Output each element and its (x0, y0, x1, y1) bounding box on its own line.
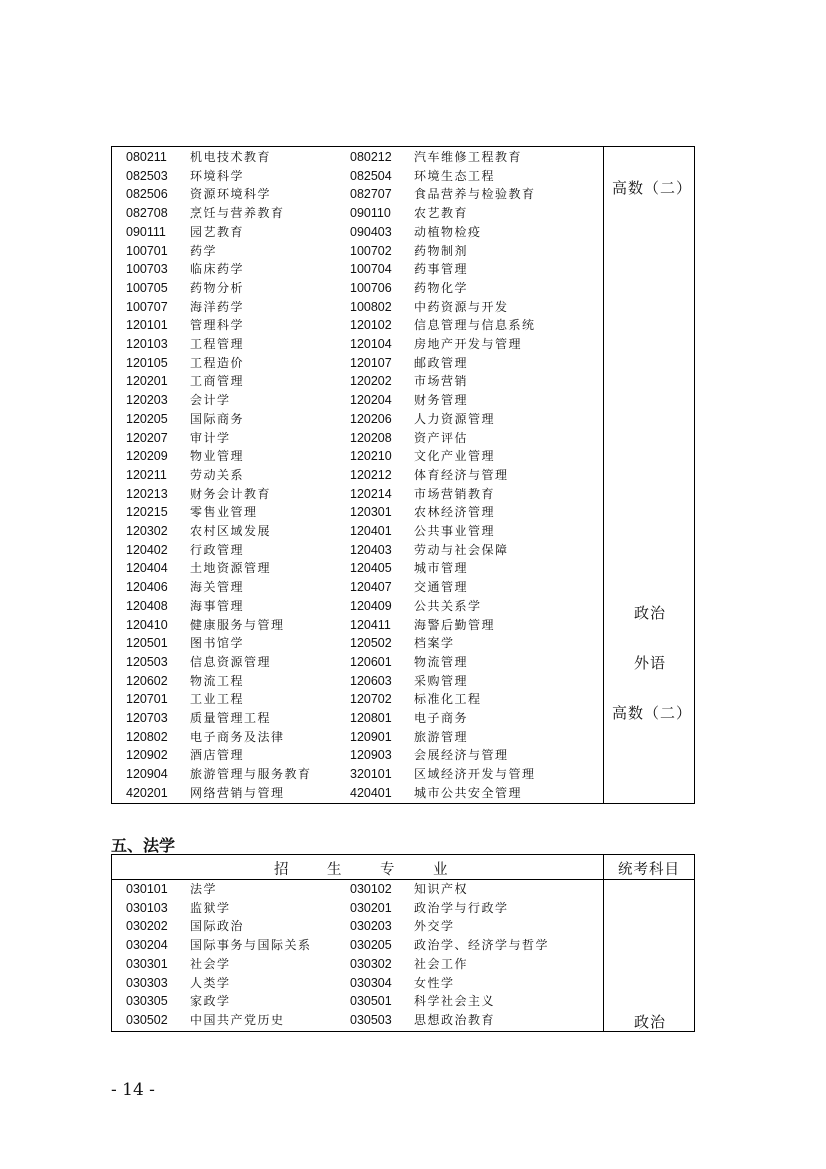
major-name: 中国共产党历史 (190, 1012, 285, 1027)
major-code: 120603 (350, 673, 392, 688)
major-code: 120206 (350, 411, 392, 426)
major-code: 030205 (350, 938, 392, 953)
major-name: 物流管理 (414, 654, 469, 669)
major-name: 海洋药学 (190, 299, 245, 314)
major-name: 政治学与行政学 (414, 900, 509, 915)
header-char-2: 生 (327, 862, 342, 878)
major-code: 030204 (126, 938, 168, 953)
major-name: 女性学 (414, 975, 455, 990)
major-code: 120301 (350, 505, 392, 520)
major-code: 120901 (350, 729, 392, 744)
major-code: 120213 (126, 486, 168, 501)
major-code: 030203 (350, 919, 392, 934)
major-code: 082506 (126, 187, 168, 202)
major-name: 电子商务及法律 (190, 729, 285, 744)
major-name: 标准化工程 (414, 692, 482, 707)
major-name: 中药资源与开发 (414, 299, 509, 314)
header-char-3: 专 (380, 862, 395, 878)
major-name: 劳动关系 (190, 467, 245, 482)
major-code: 082504 (350, 168, 392, 183)
major-name: 政治学、经济学与哲学 (414, 938, 550, 953)
major-name: 财务会计教育 (190, 486, 272, 501)
major-code: 030201 (350, 900, 392, 915)
major-code: 120103 (126, 337, 168, 351)
major-code: 030502 (126, 1012, 168, 1027)
major-code: 120101 (126, 318, 168, 333)
major-name: 资源环境科学 (190, 187, 272, 202)
major-code: 120410 (126, 617, 168, 632)
major-code: 030202 (126, 919, 168, 934)
major-name: 公共关系学 (414, 598, 482, 613)
major-name: 科学社会主义 (414, 994, 496, 1009)
major-code: 120210 (350, 449, 392, 464)
major-code: 120903 (350, 748, 392, 763)
major-code: 120602 (126, 673, 168, 688)
major-name: 国际事务与国际关系 (190, 938, 312, 953)
major-name: 外交学 (414, 919, 455, 934)
major-code: 030304 (350, 975, 392, 990)
major-name: 农林经济管理 (414, 505, 496, 520)
subject-column-divider-2 (603, 855, 604, 1031)
major-code: 120701 (126, 692, 168, 707)
major-code: 030303 (126, 975, 168, 990)
major-name: 酒店管理 (190, 748, 245, 763)
major-name: 动植物检疫 (414, 224, 482, 239)
major-name: 信息资源管理 (190, 654, 272, 669)
major-code: 120601 (350, 654, 392, 669)
major-code: 100704 (350, 262, 392, 277)
major-code: 120407 (350, 580, 392, 595)
subject-math-top: 高数（二） (612, 179, 693, 197)
major-name: 市场营销 (414, 374, 469, 389)
major-code: 120202 (350, 374, 392, 389)
major-code: 080212 (350, 150, 392, 164)
major-name: 工商管理 (190, 374, 245, 389)
major-code: 120408 (126, 598, 168, 613)
major-name: 质量管理工程 (190, 711, 272, 725)
major-name: 管理科学 (190, 318, 245, 333)
major-name: 房地产开发与管理 (414, 337, 523, 351)
major-name: 监狱学 (190, 900, 231, 915)
major-name: 家政学 (190, 994, 231, 1009)
major-name: 旅游管理 (414, 729, 469, 744)
major-name: 社会工作 (414, 956, 469, 971)
major-code: 120215 (126, 505, 168, 520)
major-name: 会展经济与管理 (414, 748, 509, 763)
major-name: 物流工程 (190, 673, 245, 688)
major-name: 环境生态工程 (414, 168, 496, 183)
major-name: 农艺教育 (414, 206, 469, 221)
major-name: 劳动与社会保障 (414, 542, 509, 557)
header-subject: 统考科目 (618, 862, 680, 878)
major-code: 120411 (350, 617, 391, 632)
major-code: 120205 (126, 411, 168, 426)
major-name: 城市公共安全管理 (414, 785, 523, 800)
major-code: 120409 (350, 598, 392, 613)
major-name: 海事管理 (190, 598, 245, 613)
major-name: 人类学 (190, 975, 231, 990)
major-code: 082708 (126, 206, 168, 221)
major-name: 会计学 (190, 393, 231, 408)
major-name: 公共事业管理 (414, 524, 496, 538)
major-name: 城市管理 (414, 561, 469, 576)
major-code: 420201 (126, 785, 168, 800)
major-code: 080211 (126, 150, 167, 164)
major-code: 120211 (126, 467, 167, 482)
major-name: 网络营销与管理 (190, 785, 285, 800)
major-code: 120207 (126, 430, 168, 445)
major-name: 园艺教育 (190, 224, 245, 239)
major-name: 知识产权 (414, 882, 469, 896)
major-name: 思想政治教育 (414, 1012, 496, 1027)
major-code: 120203 (126, 393, 168, 408)
major-name: 汽车维修工程教育 (414, 150, 523, 164)
major-code: 030301 (126, 956, 168, 971)
major-code: 120105 (126, 355, 168, 370)
major-code: 120102 (350, 318, 392, 333)
major-name: 药物化学 (414, 280, 469, 295)
major-code: 030302 (350, 956, 392, 971)
major-code: 100702 (350, 243, 392, 258)
major-name: 区域经济开发与管理 (414, 767, 536, 782)
law-majors-table (111, 854, 695, 1032)
major-name: 工程管理 (190, 337, 245, 351)
major-code: 100701 (126, 243, 168, 258)
major-code: 120502 (350, 636, 392, 651)
major-code: 120802 (126, 729, 168, 744)
major-code: 120703 (126, 711, 168, 725)
major-name: 采购管理 (414, 673, 469, 688)
page-number: - 14 - (111, 1080, 155, 1100)
major-code: 120406 (126, 580, 168, 595)
major-code: 120209 (126, 449, 168, 464)
major-name: 资产评估 (414, 430, 469, 445)
major-code: 082707 (350, 187, 392, 202)
major-name: 药物分析 (190, 280, 245, 295)
major-name: 海关管理 (190, 580, 245, 595)
major-code: 120702 (350, 692, 392, 707)
major-name: 临床药学 (190, 262, 245, 277)
major-code: 030503 (350, 1012, 392, 1027)
major-name: 社会学 (190, 956, 231, 971)
major-code: 030102 (350, 882, 392, 896)
major-code: 100703 (126, 262, 168, 277)
major-code: 100802 (350, 299, 392, 314)
major-name: 工业工程 (190, 692, 245, 707)
major-name: 电子商务 (414, 711, 469, 725)
major-code: 120503 (126, 654, 168, 669)
major-code: 030305 (126, 994, 168, 1009)
major-code: 090110 (350, 206, 391, 221)
subject-foreign-language: 外语 (634, 654, 667, 672)
major-name: 法学 (190, 882, 218, 896)
major-name: 信息管理与信息系统 (414, 318, 536, 333)
major-code: 120204 (350, 393, 392, 408)
major-name: 国际政治 (190, 919, 245, 934)
major-name: 图书馆学 (190, 636, 245, 651)
major-name: 档案学 (414, 636, 455, 651)
major-code: 420401 (350, 785, 392, 800)
major-name: 行政管理 (190, 542, 245, 557)
major-name: 食品营养与检验教育 (414, 187, 536, 202)
subject-politics-law: 政治 (634, 1013, 667, 1031)
major-code: 090403 (350, 224, 392, 239)
major-code: 120212 (350, 467, 392, 482)
major-name: 文化产业管理 (414, 449, 496, 464)
major-name: 物业管理 (190, 449, 245, 464)
major-code: 120401 (350, 524, 392, 538)
major-code: 030103 (126, 900, 168, 915)
major-name: 体育经济与管理 (414, 467, 509, 482)
major-code: 120104 (350, 337, 392, 351)
major-code: 120404 (126, 561, 168, 576)
major-name: 市场营销教育 (414, 486, 496, 501)
major-name: 海警后勤管理 (414, 617, 496, 632)
major-name: 农村区域发展 (190, 524, 272, 538)
major-code: 030101 (126, 882, 168, 896)
major-code: 120501 (126, 636, 168, 651)
major-name: 旅游管理与服务教育 (190, 767, 312, 782)
table-header (112, 855, 694, 880)
major-code: 120208 (350, 430, 392, 445)
major-name: 审计学 (190, 430, 231, 445)
major-code: 120403 (350, 542, 392, 557)
major-name: 邮政管理 (414, 355, 469, 370)
major-name: 药学 (190, 243, 218, 258)
major-name: 烹饪与营养教育 (190, 206, 285, 221)
subject-column-divider (603, 147, 604, 803)
major-code: 120801 (350, 711, 392, 725)
major-name: 健康服务与管理 (190, 617, 285, 632)
section-title-law: 五、法学 (111, 836, 176, 855)
major-name: 药物制剂 (414, 243, 469, 258)
major-name: 财务管理 (414, 393, 469, 408)
major-code: 120302 (126, 524, 168, 538)
majors-table-continued (111, 146, 695, 804)
major-name: 土地资源管理 (190, 561, 272, 576)
major-code: 320101 (350, 767, 392, 782)
major-code: 120107 (350, 355, 392, 370)
major-name: 国际商务 (190, 411, 245, 426)
major-code: 100705 (126, 280, 168, 295)
major-code: 120402 (126, 542, 168, 557)
subject-math-bottom: 高数（二） (612, 704, 693, 722)
major-code: 100706 (350, 280, 392, 295)
major-code: 120405 (350, 561, 392, 576)
major-code: 120902 (126, 748, 168, 763)
major-name: 药事管理 (414, 262, 469, 277)
major-code: 120904 (126, 767, 168, 782)
major-name: 环境科学 (190, 168, 245, 183)
subject-politics: 政治 (634, 604, 667, 622)
major-name: 人力资源管理 (414, 411, 496, 426)
major-code: 100707 (126, 299, 168, 314)
major-name: 工程造价 (190, 355, 245, 370)
major-code: 120201 (126, 374, 168, 389)
header-char-1: 招 (274, 862, 289, 878)
major-name: 机电技术教育 (190, 150, 272, 164)
major-code: 120214 (350, 486, 392, 501)
major-name: 交通管理 (414, 580, 469, 595)
header-char-4: 业 (433, 862, 448, 878)
major-code: 030501 (350, 994, 392, 1009)
major-code: 090111 (126, 224, 166, 239)
major-name: 零售业管理 (190, 505, 258, 520)
major-code: 082503 (126, 168, 168, 183)
